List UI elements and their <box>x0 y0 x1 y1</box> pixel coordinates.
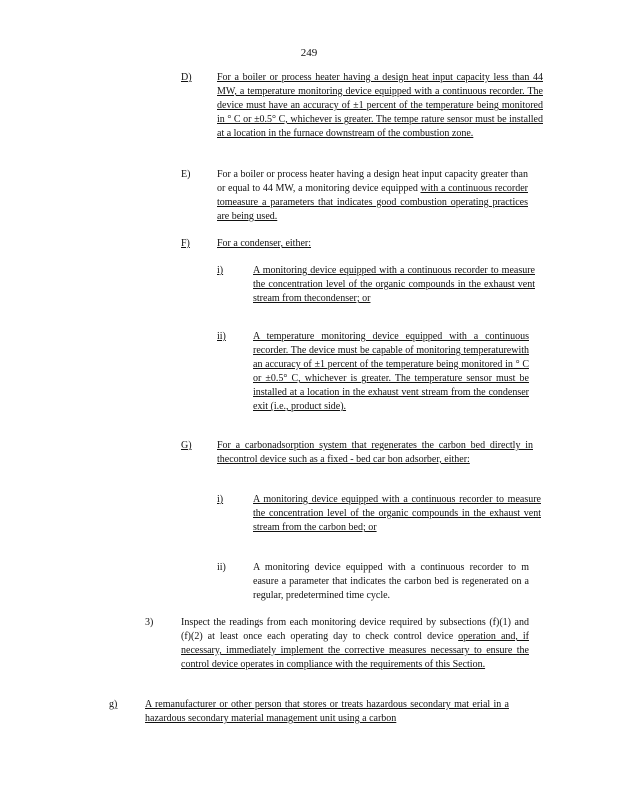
page-number: 249 <box>300 47 318 59</box>
item-f-i-text: A monitoring device equipped with a continuous recorder to measure the concentration level of the organic compounds in the exhaust vent stream from thecondenser; or <box>253 265 535 304</box>
item-3-text-underlined: operation and, if necessary, immediately implement the corrective measures necessary to ensure the control device operates in compliance with the requirements of this Section. <box>181 631 529 670</box>
item-g-text: For a carbonadsorption system that regenerates the carbon bed directly in thecontrol device such as a fixed - bed car bon adsorber, either: <box>217 440 533 465</box>
item-g-ii-text: A monitoring device equipped with a continuous recorder to m easure a parameter that indicates the carbon bed is regenerated on a regular, predetermined time cycle. <box>253 562 529 601</box>
item-g-i-label: i) <box>217 494 224 505</box>
item-g-ii-label: ii) <box>217 562 226 573</box>
item-g-i-text: A monitoring device equipped with a continuous recorder to measure the concentration level of the organic compounds in the exhaust vent stream from the carbon bed; or <box>253 494 541 533</box>
item-e-label: E) <box>181 169 191 180</box>
item-f-i-label: i) <box>217 265 224 276</box>
item-3-text-plain: Inspect the readings from each monitoring device required by subsections (f)(1) and (f)(2) at least once each operating day to check control device <box>181 617 529 642</box>
item-f-label: F) <box>181 238 190 249</box>
item-f-ii-text: A temperature monitoring device equipped with a continuous recorder. The device must be capable of monitoring temperaturewith an accuracy of ±1 percent of the temperature being monitored in ° C or ±0.5° C, whichever is greater. The temperature sensor must be installed at a location in the exhaust vent stream from the condenser exit (i.e., product side). <box>253 331 529 412</box>
item-f-text: For a condenser, either: <box>217 238 312 249</box>
item-e-text <box>217 168 528 224</box>
item-3-label: 3) <box>145 617 154 628</box>
item-g-label: G) <box>181 440 192 451</box>
item-g-subsection-text: A remanufacturer or other person that stores or treats hazardous secondary mat erial in a hazardous secondary material management unit using a carbon <box>145 699 509 724</box>
item-3-text <box>181 616 529 672</box>
item-f-ii-label: ii) <box>217 331 226 342</box>
item-e-text-plain: For a boiler or process heater having a design heat input capacity greater than or equal to 44 MW, a monitoring device equipped <box>217 169 528 194</box>
item-g-subsection-label: g) <box>109 699 118 710</box>
item-d-text: For a boiler or process heater having a design heat input capacity less than 44 MW, a temperature monitoring device equipped with a continuous recorder. The device must have an accuracy of ±1 percent of the temperature being monitored in ° C or ±0.5° C, whichever is greater. The tempe rature sensor must be installed at a location in the furnace downstream of the combustion zone. <box>217 72 543 139</box>
item-d-label: D) <box>181 72 192 83</box>
item-e-text-underlined: with a continuous recorder tomeasure a parameters that indicates good combustion operating practices are being used. <box>217 183 528 222</box>
